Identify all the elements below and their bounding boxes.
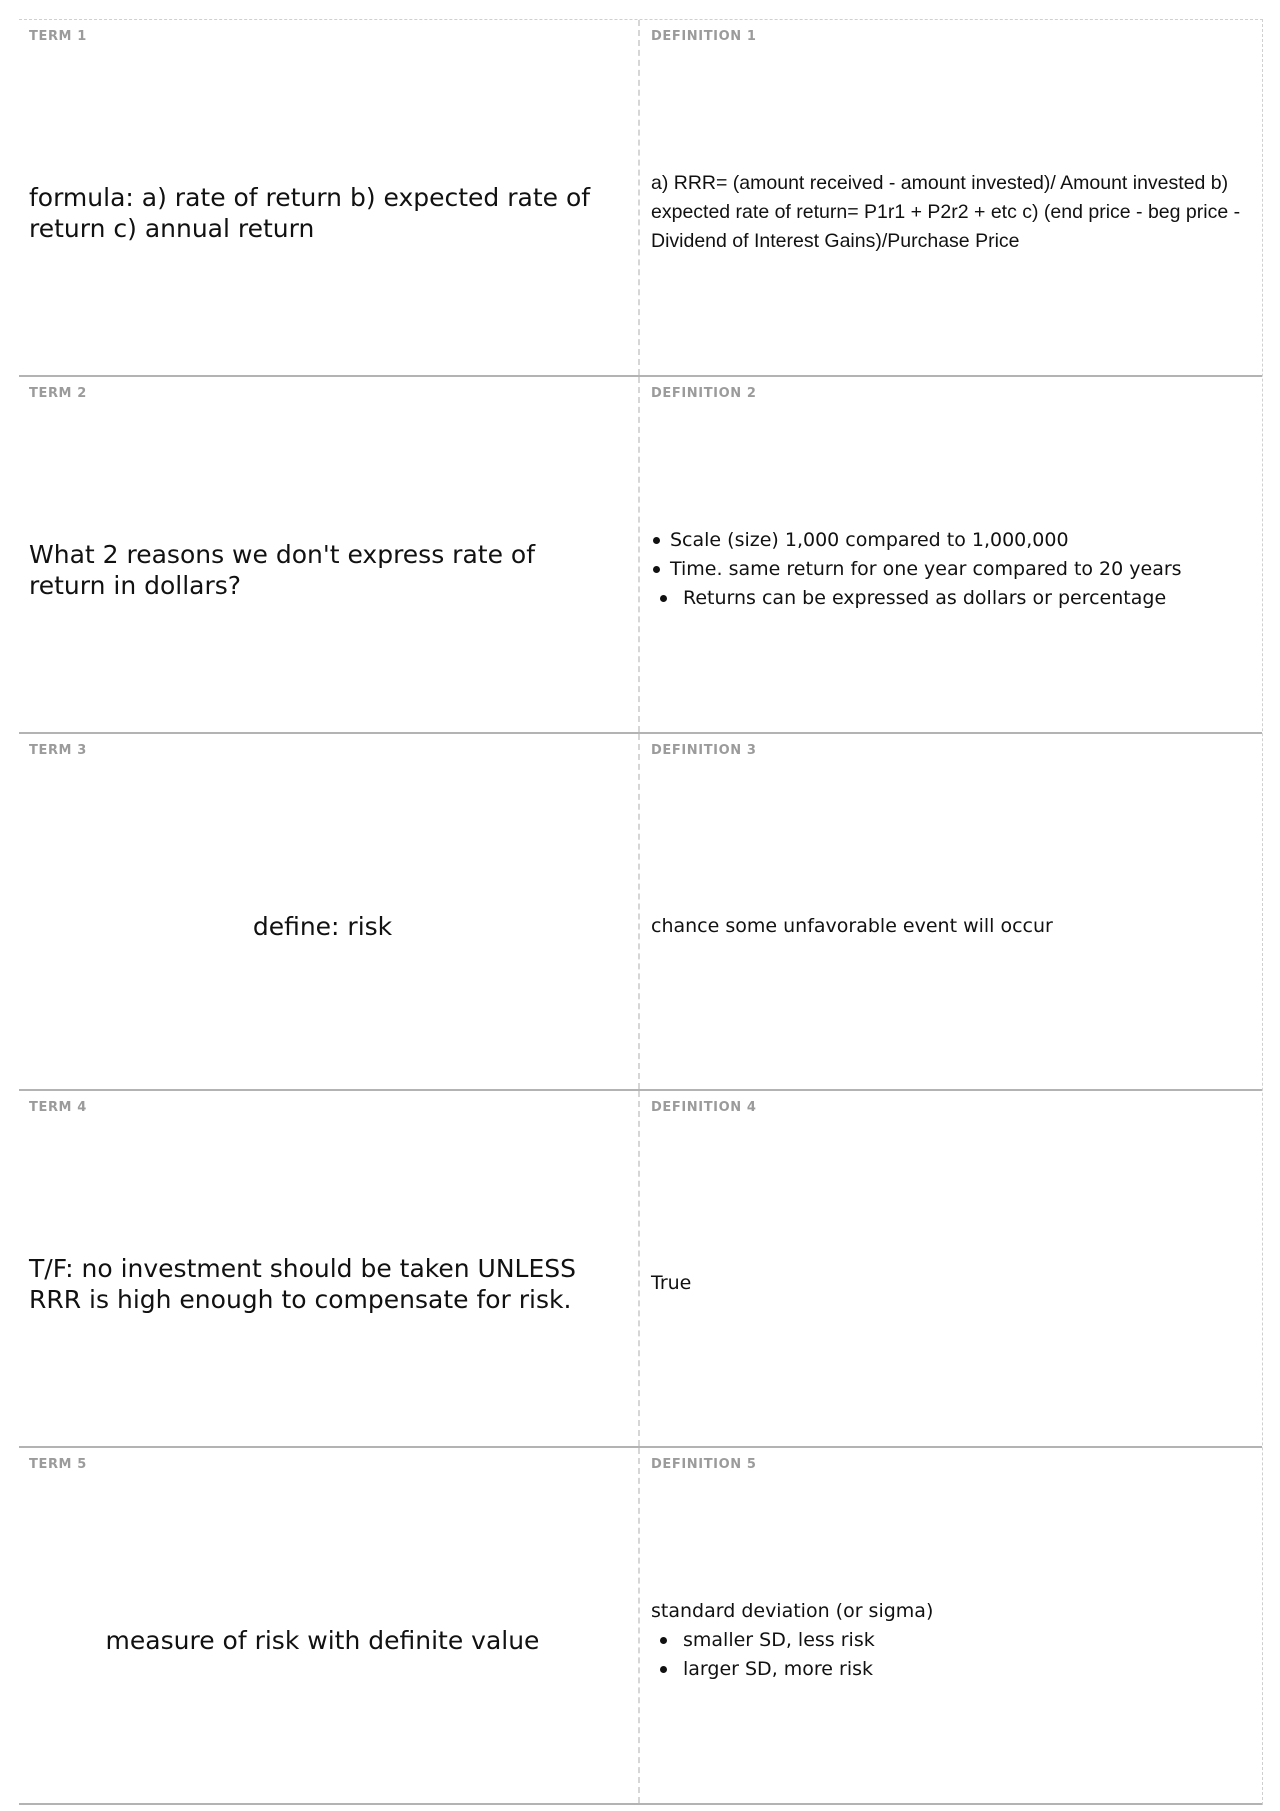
term-text: formula: a) rate of return b) expected rate of return c) annual return xyxy=(29,182,591,243)
definition-cell-2 xyxy=(640,377,1262,732)
definition-label: DEFINITION 1 xyxy=(651,29,757,44)
definition-paragraph: chance some unfavorable event will occur xyxy=(651,915,1053,937)
term-cell-3 xyxy=(19,734,640,1089)
term-text: What 2 reasons we don't express rate of return in dollars? xyxy=(29,539,535,600)
definition-text xyxy=(651,1131,1248,1436)
definition-bullet-list xyxy=(651,526,1248,613)
term-cell-2 xyxy=(19,377,640,732)
flashcard-row-1 xyxy=(19,20,1262,377)
flashcard-sheet xyxy=(19,19,1263,1805)
definition-text xyxy=(651,774,1248,1079)
definition-bullet: smaller SD, less risk xyxy=(651,1626,1248,1655)
definition-paragraph: standard deviation (or sigma) xyxy=(651,1600,934,1622)
definition-bullet: Time. same return for one year compared to 20 years xyxy=(651,555,1248,584)
definition-bullet: Scale (size) 1,000 compared to 1,000,000 xyxy=(651,526,1248,555)
term-cell-5 xyxy=(19,1448,640,1803)
definition-text xyxy=(651,1488,1248,1793)
definition-cell-4 xyxy=(640,1091,1262,1446)
flashcard-row-3 xyxy=(19,734,1262,1091)
definition-paragraph: True xyxy=(651,1272,692,1294)
definition-label: DEFINITION 3 xyxy=(651,743,757,758)
term-cell-1 xyxy=(19,20,640,375)
flashcard-row-5 xyxy=(19,1448,1262,1805)
term-text: T/F: no investment should be taken UNLESS RRR is high enough to compensate for risk. xyxy=(29,1253,577,1314)
term-cell-4 xyxy=(19,1091,640,1446)
term-text: define: risk xyxy=(252,912,393,941)
term-label: TERM 5 xyxy=(29,1457,87,1472)
term-label: TERM 4 xyxy=(29,1100,87,1115)
definition-text xyxy=(651,417,1248,722)
definition-cell-1 xyxy=(640,20,1262,375)
flashcard-row-2 xyxy=(19,377,1262,734)
definition-label: DEFINITION 4 xyxy=(651,1100,757,1115)
term-label: TERM 1 xyxy=(29,29,87,44)
flashcard-row-4 xyxy=(19,1091,1262,1448)
term-text: measure of risk with definite value xyxy=(105,1626,540,1655)
definition-label: DEFINITION 5 xyxy=(651,1457,757,1472)
definition-bullet: larger SD, more risk xyxy=(651,1655,1248,1684)
definition-cell-3 xyxy=(640,734,1262,1089)
definition-text xyxy=(651,60,1248,365)
definition-cell-5 xyxy=(640,1448,1262,1803)
definition-paragraph: a) RRR= (amount received - amount invested)/ Amount invested b) expected rate of return= P1r1 + P2r2 + etc c) (end price - beg price - Dividend of Interest Gains)/Purchase Price xyxy=(651,172,1241,252)
definition-bullet-list xyxy=(651,1626,1248,1684)
term-label: TERM 2 xyxy=(29,386,87,401)
definition-label: DEFINITION 2 xyxy=(651,386,757,401)
term-label: TERM 3 xyxy=(29,743,87,758)
definition-bullet: Returns can be expressed as dollars or percentage xyxy=(651,584,1248,613)
